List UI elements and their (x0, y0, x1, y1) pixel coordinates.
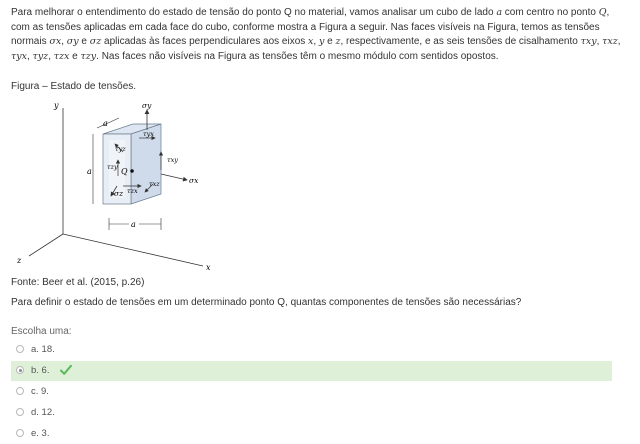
dim-depth (97, 118, 119, 128)
question-intro: Para melhorar o entendimento do estado de tensão do ponto Q no material, vamos analisar um cubo de lado a com centro no ponto Q, com as tensões aplicadas em cada face do cubo, conforme mostra a Figura a seguir. Nas faces visíveis na Figura, temos as tensões normais σx, σy e σz aplicadas às faces perpendiculares aos eixos x, y e z, respectivamente, e as seis tensões de cisalhamento τxy, τxz, τyx, τyz, τzx e τzy. Nas faces não visíveis na Figura as tensões têm o mesmo módulo com sentidos opostos. (11, 7, 621, 62)
dim-horizontal-label: a (131, 220, 136, 229)
tau-xz-label: τxz (149, 180, 160, 188)
radio-c[interactable] (16, 387, 24, 395)
question-prompt: Para definir o estado de tensões em um determinado ponto Q, quantas componentes de tensões são necessárias? (11, 297, 522, 308)
answer-option-a[interactable] (11, 340, 612, 360)
x-axis-line (63, 234, 203, 266)
check-icon (59, 363, 73, 377)
answer-label-a: a. 18. (31, 344, 55, 355)
stress-state-figure (11, 96, 221, 272)
answer-label-d: d. 12. (31, 407, 55, 418)
z-axis-line (29, 234, 63, 256)
sigma-y-label: σy (142, 101, 152, 110)
answer-option-c[interactable] (11, 382, 612, 402)
question-text (11, 6, 626, 64)
tau-zx-label: τzx (127, 187, 138, 195)
radio-a[interactable] (16, 345, 24, 353)
dim-vertical-label: a (87, 167, 92, 176)
z-axis-label: z (17, 256, 22, 265)
dim-depth-label: a (103, 119, 108, 128)
tau-yz-label: τyz (115, 145, 126, 153)
answer-label-b: b. 6. (31, 365, 50, 376)
tau-zy-label: τzy (107, 163, 118, 171)
x-axis-label: x (206, 263, 211, 272)
answer-label-e: e. 3. (31, 428, 50, 439)
stress-cube-diagram (11, 96, 221, 272)
y-axis-label: y (54, 101, 59, 110)
radio-d[interactable] (16, 408, 24, 416)
tau-yx-label: τyx (143, 130, 154, 138)
answer-option-e[interactable] (11, 424, 612, 444)
answer-option-b[interactable] (11, 361, 612, 381)
point-q-label: Q (121, 167, 128, 176)
figure-source: Fonte: Beer et al. (2015, p.26) (11, 277, 145, 288)
answer-option-d[interactable] (11, 403, 612, 423)
figure-caption: Figura – Estado de tensões. (11, 81, 137, 92)
sigma-x-label: σx (189, 176, 199, 185)
sigma-x-arrow (161, 174, 187, 180)
tau-xy-label: τxy (167, 156, 178, 164)
radio-e[interactable] (16, 429, 24, 437)
radio-b[interactable] (16, 366, 24, 374)
answer-label-c: c. 9. (31, 386, 49, 397)
answers-heading: Escolha uma: (11, 326, 72, 337)
sigma-z-label: σz (114, 189, 124, 198)
point-q-marker (130, 169, 134, 173)
